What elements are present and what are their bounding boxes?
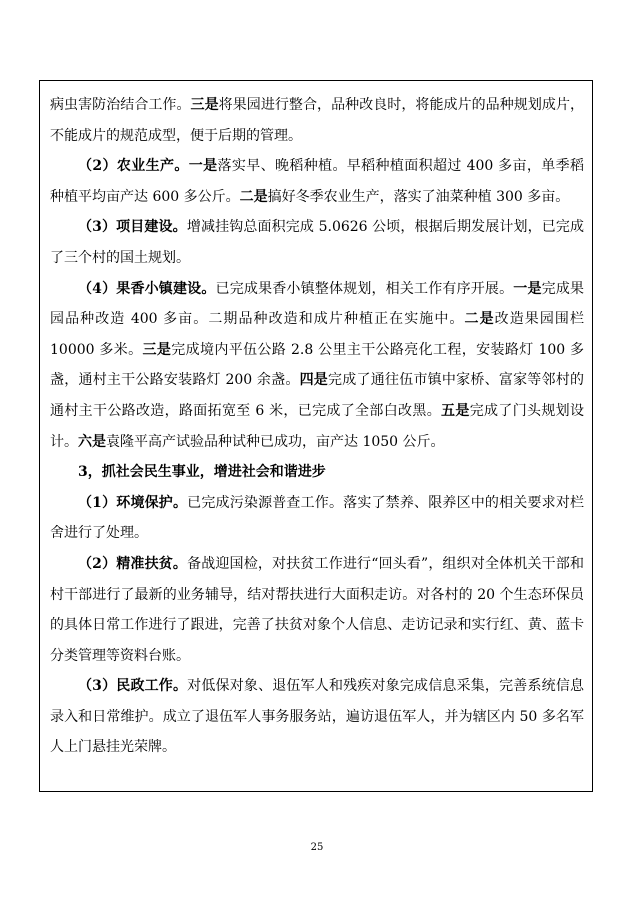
content-frame xyxy=(39,80,593,792)
section-heading: （3）项目建设。 xyxy=(78,219,187,236)
marker: 二是 xyxy=(464,311,495,328)
text: 病虫害防治结合工作。 xyxy=(50,97,191,113)
text: 落实早、晚稻种植。早稻种植面积超过 400 多亩，单季稻种植平均亩产达 600 多公斤。 xyxy=(50,158,585,205)
text: 完成境内平伍公路 2.8 公里主干公路亮化工程，安装路灯 100 多盏，通村主干公路安装路灯 200 余盏。 xyxy=(50,341,584,389)
section-3-heading: 3，抓社会民生事业，增进社会和谐进步 xyxy=(78,464,326,481)
marker: 一是 xyxy=(513,280,542,297)
marker: 四是 xyxy=(299,372,329,389)
paragraph-town xyxy=(50,274,584,458)
text: 已完成果香小镇整体规划，相关工作有序开展。 xyxy=(215,280,514,297)
section-heading: （4）果香小镇建设。 xyxy=(78,280,216,297)
section-heading: （3）民政工作。 xyxy=(78,678,188,695)
marker: 五是 xyxy=(441,402,470,419)
paragraph-agriculture xyxy=(50,151,584,212)
paragraph-projects xyxy=(50,212,584,273)
text: 对低保对象、退伍军人和残疾对象完成信息采集，完善系统信息录入和日常维护。成立了退伍军人事务服务站，遍访退伍军人，并为辖区内 50 多名军人上门悬挂光荣牌。 xyxy=(50,678,584,756)
section-heading: （2）精准扶贫。 xyxy=(78,555,188,572)
document-body xyxy=(50,90,584,763)
section-heading: （2）农业生产。 xyxy=(78,158,189,175)
text: 搞好冬季农业生产，落实了油菜种植 300 多亩。 xyxy=(267,188,570,205)
text: 袁隆平高产试验品种试种已成功，亩产达 1050 公斤。 xyxy=(106,433,445,450)
paragraph-environment xyxy=(50,488,584,549)
marker: 二是 xyxy=(239,188,268,205)
marker: 三是 xyxy=(142,341,172,358)
text: 将果园进行整合，品种改良时，将能成片的品种规划成片，不能成片的规范成型，便于后期的管理。 xyxy=(50,97,585,144)
marker: 一是 xyxy=(188,158,218,175)
paragraph-continuation xyxy=(50,90,584,151)
paragraph-civil xyxy=(50,671,584,763)
section-heading: （1）环境保护。 xyxy=(78,494,188,511)
marker: 六是 xyxy=(78,433,106,450)
text: 完成了通往伍市镇中家桥、富家等邻村的通村主干公路改造，路面拓宽至 6 米，已完成了全部白改黑。 xyxy=(50,372,585,419)
page-number: 25 xyxy=(310,842,324,853)
text: 完成了门头规划设计。 xyxy=(50,402,585,450)
text: 完成果园品种改造 400 多亩。二期品种改造和成片种植正在实施中。 xyxy=(50,280,584,328)
text: 增减挂钩总面积完成 5.0626 公顷，根据后期发展计划，已完成了三个村的国土规划。 xyxy=(50,219,585,266)
paragraph-poverty xyxy=(50,549,584,671)
marker: 三是 xyxy=(190,97,219,113)
text: 备战迎国检，对扶贫工作进行“回头看”，组织对全体机关干部和村干部进行了最新的业务辅导，结对帮扶进行大面积走访。对各村的 20 个生态环保员的具体日常工作进行了跟进，完善了扶贫对象个人信息、走访记录和实行红、黄、蓝卡分类管理等资料台账。 xyxy=(50,555,584,664)
text: 改造果园围栏 10000 多米。 xyxy=(50,311,585,358)
text: 已完成污染源普查工作。落实了禁养、限养区中的相关要求对栏舍进行了处理。 xyxy=(50,494,584,542)
